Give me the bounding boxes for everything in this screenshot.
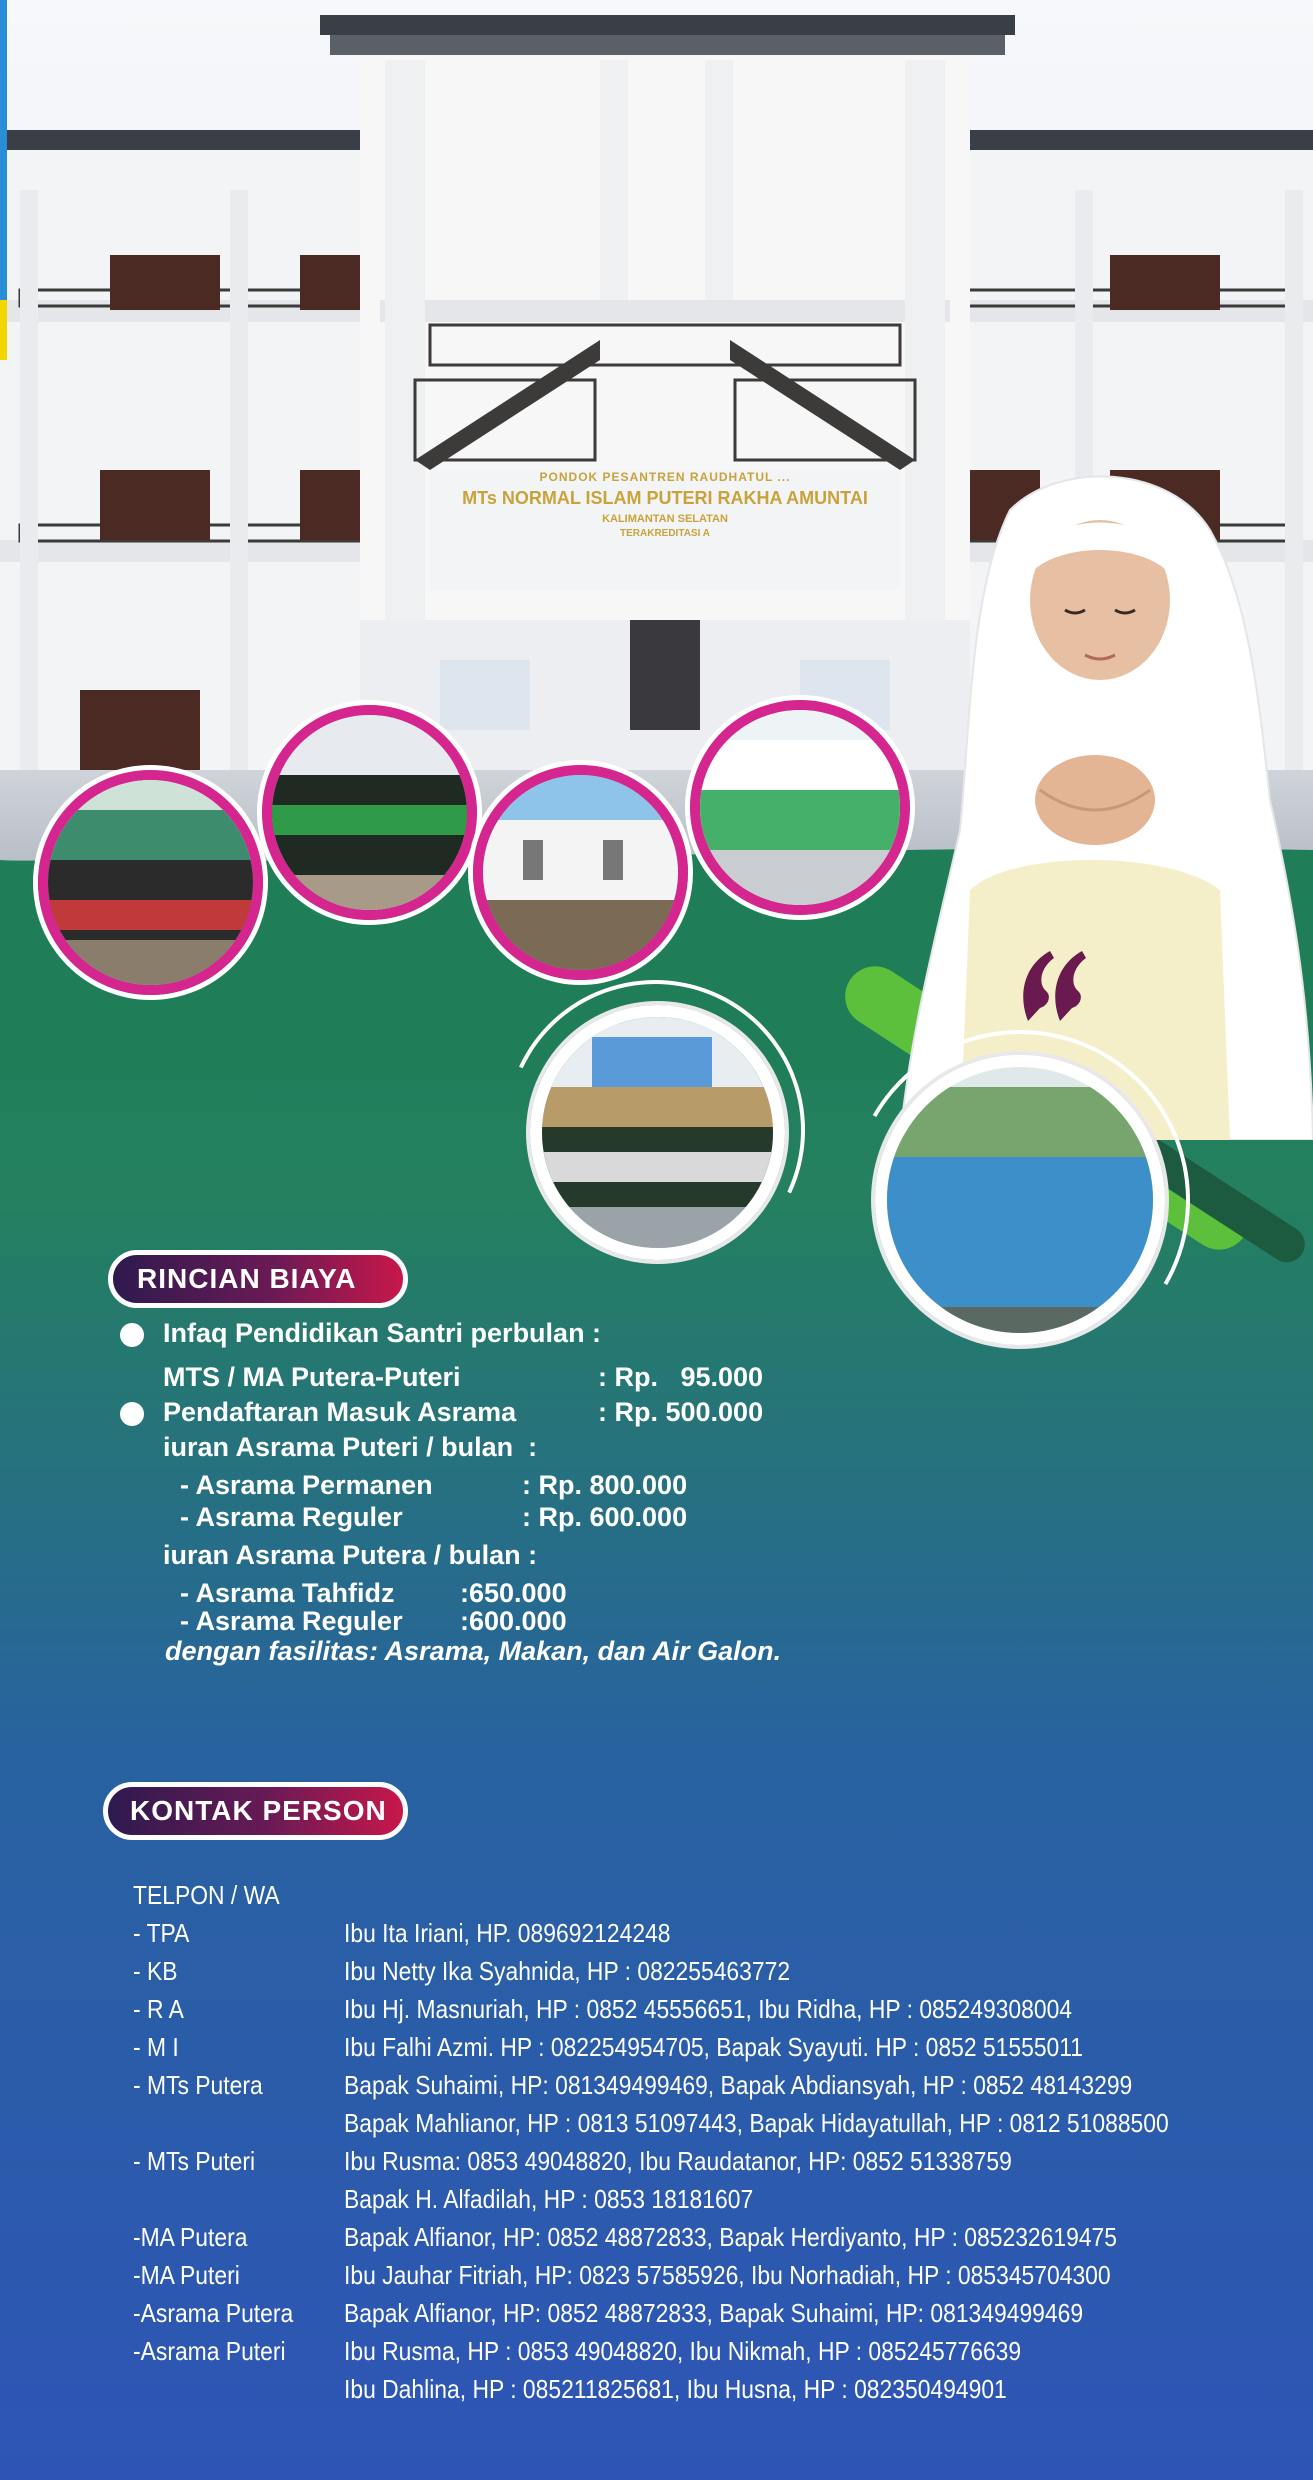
contact-label: - MTs Putera [133, 2070, 263, 2100]
bullet-dot-icon [120, 1402, 144, 1426]
edge-strip-blue [0, 0, 7, 300]
contact-label: - KB [133, 1956, 178, 1986]
photo-circle-ceremony [262, 705, 477, 920]
contact-label: - R A [133, 1994, 184, 2024]
contact-value: Ibu Ita Iriani, HP. 089692124248 [344, 1918, 671, 1948]
photo-circle-school-yard [473, 765, 688, 980]
contact-value: Ibu Hj. Masnuriah, HP : 0852 45556651, Ibu Ridha, HP : 085249308004 [344, 1994, 1073, 2024]
sign-line-1: PONDOK PESANTREN RAUDHATUL ... [539, 470, 791, 484]
contact-value: Ibu Falhi Azmi. HP : 082254954705, Bapak Syayuti. HP : 0852 51555011 [344, 2032, 1084, 2062]
putera-item-value: :600.000 [460, 1606, 567, 1636]
fasilitas-note: dengan fasilitas: Asrama, Makan, dan Air Galon. [165, 1636, 782, 1666]
sign-line-2: MTs NORMAL ISLAM PUTERI RAKHA AMUNTAI [462, 488, 868, 508]
contact-label: -MA Puteri [133, 2260, 240, 2290]
rincian-biaya-title: RINCIAN BIAYA [108, 1250, 408, 1308]
iuran-puteri-heading: iuran Asrama Puteri / bulan : [163, 1432, 538, 1462]
photo-circle-children-blue [875, 1055, 1165, 1345]
telpon-heading: TELPON / WA [133, 1880, 280, 1910]
infaq-row-label: MTS / MA Putera-Puteri [163, 1362, 461, 1392]
contact-label: - MTs Puteri [133, 2146, 256, 2176]
puteri-item-value: : Rp. 800.000 [522, 1470, 688, 1500]
photo-circle-graduates [38, 770, 263, 995]
sign-line-4: TERAKREDITASI A [620, 528, 710, 539]
putera-item-label: - Asrama Reguler [180, 1606, 403, 1636]
infaq-row-value: : Rp. 95.000 [598, 1362, 764, 1392]
infaq-heading: Infaq Pendidikan Santri perbulan : [163, 1318, 602, 1348]
puteri-item-value: : Rp. 600.000 [522, 1502, 688, 1532]
putera-item-label: - Asrama Tahfidz [180, 1578, 395, 1608]
praying-girl-photo [890, 470, 1313, 1140]
contact-value: Bapak H. Alfadilah, HP : 0853 18181607 [344, 2184, 754, 2214]
daftar-row-value: : Rp. 500.000 [598, 1397, 764, 1427]
edge-strip-yellow [0, 300, 7, 360]
contact-value: Ibu Jauhar Fitriah, HP: 0823 57585926, Ibu Norhadiah, HP : 085345704300 [344, 2260, 1111, 2290]
photo-circle-group-banner [530, 1005, 785, 1260]
putera-item-value: :650.000 [460, 1578, 567, 1608]
contact-label: -Asrama Putera [133, 2298, 294, 2328]
contact-value: Bapak Alfianor, HP: 0852 48872833, Bapak Herdiyanto, HP : 085232619475 [344, 2222, 1117, 2252]
puteri-item-label: - Asrama Reguler [180, 1502, 403, 1532]
contact-value: Bapak Mahlianor, HP : 0813 51097443, Bapak Hidayatullah, HP : 0812 51088500 [344, 2108, 1169, 2138]
contact-value: Bapak Alfianor, HP: 0852 48872833, Bapak Suhaimi, HP: 081349499469 [344, 2298, 1084, 2328]
iuran-putera-heading: iuran Asrama Putera / bulan : [163, 1540, 538, 1570]
photo-circle-green-uniforms [690, 700, 910, 915]
contact-value: Ibu Rusma: 0853 49048820, Ibu Raudatanor, HP: 0852 51338759 [344, 2146, 1012, 2176]
daftar-row-label: Pendaftaran Masuk Asrama [163, 1397, 517, 1427]
contact-value: Ibu Netty Ika Syahnida, HP : 082255463772 [344, 1956, 791, 1986]
sign-line-3: KALIMANTAN SELATAN [602, 513, 728, 525]
puteri-item-label: - Asrama Permanen [180, 1470, 433, 1500]
building-sign [440, 470, 890, 539]
contact-value: Ibu Dahlina, HP : 085211825681, Ibu Husna, HP : 082350494901 [344, 2374, 1007, 2404]
quote-mark-icon [1018, 946, 1088, 1026]
contact-value: Ibu Rusma, HP : 0853 49048820, Ibu Nikmah, HP : 085245776639 [344, 2336, 1022, 2366]
bullet-dot-icon [120, 1323, 144, 1347]
contact-label: -Asrama Puteri [133, 2336, 286, 2366]
contact-label: -MA Putera [133, 2222, 248, 2252]
contact-label: - M I [133, 2032, 179, 2062]
kontak-person-title: KONTAK PERSON [103, 1782, 408, 1840]
contact-value: Bapak Suhaimi, HP: 081349499469, Bapak Abdiansyah, HP : 0852 48143299 [344, 2070, 1133, 2100]
contact-label: - TPA [133, 1918, 190, 1948]
